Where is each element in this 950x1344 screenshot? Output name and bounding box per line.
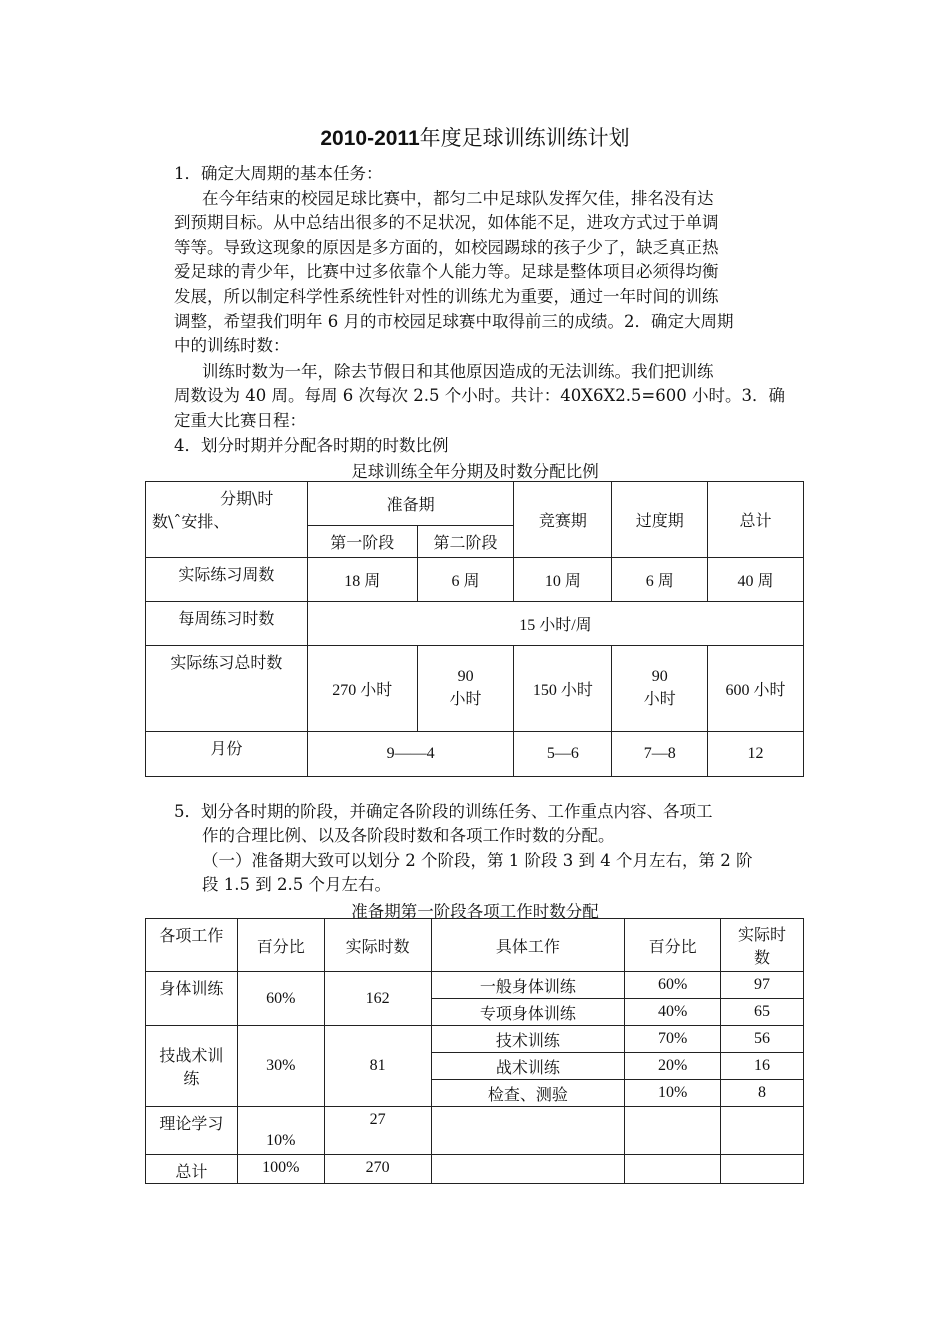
paragraph-line: 周数设为 40 周。每周 6 次每次 2.5 个小时。共计：40X6X2.5=600 小时。3．确 xyxy=(174,386,785,405)
total-header: 总计 xyxy=(708,482,804,558)
cell-empty xyxy=(625,1155,721,1184)
cell: 65 xyxy=(721,999,804,1026)
header-pct: 百分比 xyxy=(237,919,324,972)
cell: 270 xyxy=(324,1155,431,1184)
cell-line: 小时 xyxy=(449,691,482,708)
cell: 10% xyxy=(625,1080,721,1107)
cell: 150 小时 xyxy=(514,646,612,732)
table-row xyxy=(146,1107,804,1155)
table-row xyxy=(146,1155,804,1184)
cell: 40 周 xyxy=(708,558,804,602)
cell-empty xyxy=(625,1107,721,1155)
competition-period-header: 竞赛期 xyxy=(514,482,612,558)
cell: 56 xyxy=(721,1026,804,1053)
page-title xyxy=(0,122,950,152)
paragraph-line: 到预期目标。从中总结出很多的不足状况，如体能不足，进攻方式过于单调 xyxy=(174,213,719,232)
cell: 一般身体训练 xyxy=(431,972,625,999)
cell: 270 小时 xyxy=(307,646,417,732)
cell: 专项身体训练 xyxy=(431,999,625,1026)
paragraph-line: 定重大比赛日程： xyxy=(174,411,306,430)
cell: 20% xyxy=(625,1053,721,1080)
table-row xyxy=(146,602,804,646)
cell-empty xyxy=(721,1155,804,1184)
cell: 6 周 xyxy=(612,558,708,602)
cell-empty xyxy=(431,1155,625,1184)
paragraph-line: 在今年结束的校园足球比赛中，都匀二中足球队发挥欠佳，排名没有达 xyxy=(202,189,714,208)
header-line: 实际时 xyxy=(738,925,787,944)
cell: 6 周 xyxy=(417,558,514,602)
corner-bottom: 数\ˆ安排、 xyxy=(152,512,230,531)
cell-line: 练 xyxy=(183,1069,200,1088)
paragraph-line: 发展，所以制定科学性系统性针对性的训练尤为重要，通过一年时间的训练 xyxy=(174,287,719,306)
section5-line: 作的合理比例、以及各阶段时数和各项工作时数的分配。 xyxy=(202,826,615,845)
cell: 30% xyxy=(237,1026,324,1107)
header-item: 各项工作 xyxy=(146,919,238,972)
header-work: 具体工作 xyxy=(431,919,625,972)
table-row xyxy=(146,646,804,732)
cell: 100% xyxy=(237,1155,324,1184)
stage2-header: 第二阶段 xyxy=(417,526,514,558)
cell-line: 90 xyxy=(457,668,474,685)
cell: 70% xyxy=(625,1026,721,1053)
table-row xyxy=(146,558,804,602)
cell: 40% xyxy=(625,999,721,1026)
item-theory: 理论学习 xyxy=(146,1107,238,1155)
paragraph-line: 训练时数为一年，除去节假日和其他原因造成的无法训练。我们把训练 xyxy=(202,362,714,381)
cell-line: 90 xyxy=(651,668,668,685)
header-pct2: 百分比 xyxy=(625,919,721,972)
title-year: 2010-2011 xyxy=(320,127,420,150)
row-label: 实际练习总时数 xyxy=(146,646,308,732)
item-physical: 身体训练 xyxy=(146,972,238,1026)
cell-line: 技战术训 xyxy=(159,1046,224,1065)
row-label: 实际练习周数 xyxy=(146,558,308,602)
row-label: 月份 xyxy=(146,732,308,777)
cell: 97 xyxy=(721,972,804,999)
table2-caption: 准备期第一阶段各项工作时数分配 xyxy=(351,902,599,921)
paragraph-line: 调整，希望我们明年 6 月的市校园足球赛中取得前三的成绩。2．确定大周期 xyxy=(174,312,734,331)
cell: 16 xyxy=(721,1053,804,1080)
table1-corner-header xyxy=(146,482,308,558)
cell xyxy=(417,646,514,732)
section5-line: 段 1.5 到 2.5 个月左右。 xyxy=(202,875,391,894)
header-hours: 实际时数 xyxy=(324,919,431,972)
cell: 81 xyxy=(324,1026,431,1107)
paragraph-line: 爱足球的青少年，比赛中过多依靠个人能力等。足球是整体项目必须得均衡 xyxy=(174,262,719,281)
transition-period-header: 过度期 xyxy=(612,482,708,558)
table-row xyxy=(146,1026,804,1053)
cell: 60% xyxy=(237,972,324,1026)
section1-heading: 1．确定大周期的基本任务： xyxy=(174,164,383,183)
cell-empty xyxy=(721,1107,804,1155)
table-row xyxy=(146,972,804,999)
stage1-header: 第一阶段 xyxy=(307,526,417,558)
cell: 7—8 xyxy=(612,732,708,777)
cell: 60% xyxy=(625,972,721,999)
cell xyxy=(612,646,708,732)
cell: 10 周 xyxy=(514,558,612,602)
cell: 15 小时/周 xyxy=(307,602,803,646)
item-tactical xyxy=(146,1026,238,1107)
corner-top: 分期\时 xyxy=(220,489,274,508)
cell: 600 小时 xyxy=(708,646,804,732)
section5-line: 5．划分各时期的阶段，并确定各阶段的训练任务、工作重点内容、各项工 xyxy=(174,802,713,821)
paragraph-line: 等等。导致这现象的原因是多方面的，如校园踢球的孩子少了，缺乏真正热 xyxy=(174,238,719,257)
section5-line: （一）准备期大致可以划分 2 个阶段，第 1 阶段 3 到 4 个月左右，第 2 阶 xyxy=(202,851,753,870)
header-hours2 xyxy=(721,919,804,972)
cell: 27 xyxy=(324,1107,431,1155)
prep-stage1-allocation-table xyxy=(145,918,804,1184)
cell: 8 xyxy=(721,1080,804,1107)
table-row xyxy=(146,732,804,777)
section4-heading: 4．划分时期并分配各时期的时数比例 xyxy=(174,436,449,455)
header-line: 数 xyxy=(754,948,771,967)
title-text: 年度足球训练训练计划 xyxy=(419,126,630,150)
cell: 10% xyxy=(237,1107,324,1155)
table-header-row xyxy=(146,919,804,972)
cell: 技术训练 xyxy=(431,1026,625,1053)
cell-empty xyxy=(431,1107,625,1155)
cell: 162 xyxy=(324,972,431,1026)
period-allocation-table xyxy=(145,481,804,777)
paragraph-line: 中的训练时数： xyxy=(174,336,290,355)
table1-caption: 足球训练全年分期及时数分配比例 xyxy=(351,462,599,481)
row-label: 每周练习时数 xyxy=(146,602,308,646)
cell: 战术训练 xyxy=(431,1053,625,1080)
cell-line: 小时 xyxy=(643,691,676,708)
cell: 5—6 xyxy=(514,732,612,777)
cell: 12 xyxy=(708,732,804,777)
item-total: 总计 xyxy=(146,1155,238,1184)
cell: 9——4 xyxy=(307,732,514,777)
cell: 18 周 xyxy=(307,558,417,602)
cell: 检查、测验 xyxy=(431,1080,625,1107)
prep-period-header: 准备期 xyxy=(307,482,514,526)
